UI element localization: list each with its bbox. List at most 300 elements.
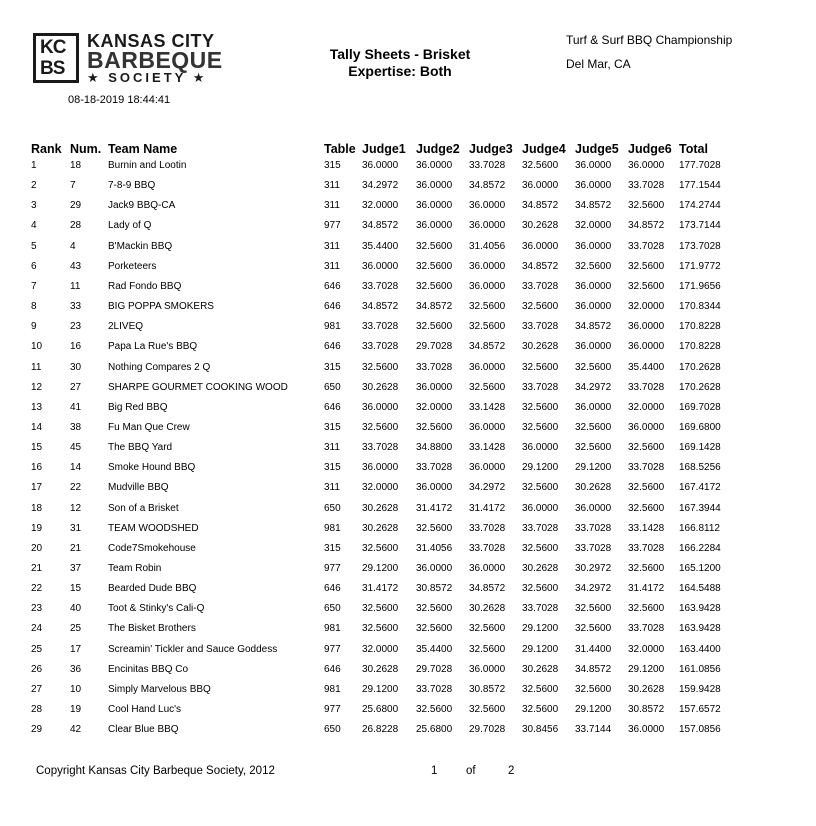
cell-judge3: 36.0000: [469, 280, 506, 292]
cell-judge5: 34.2972: [575, 381, 612, 393]
cell-team-name: Simply Marvelous BBQ: [108, 683, 211, 695]
header-judge5: Judge5: [575, 142, 619, 156]
cell-judge1: 30.2628: [362, 502, 399, 514]
cell-table: 977: [324, 220, 341, 232]
cell-num: 11: [70, 280, 81, 292]
cell-judge4: 32.5600: [522, 301, 559, 313]
cell-judge4: 36.0000: [522, 502, 559, 514]
cell-judge2: 34.8800: [416, 442, 453, 454]
cell-judge2: 34.8572: [416, 301, 453, 313]
cell-judge3: 32.5600: [469, 643, 506, 655]
cell-judge2: 36.0000: [416, 160, 453, 171]
cell-judge1: 34.8572: [362, 301, 399, 313]
cell-judge3: 31.4172: [469, 502, 506, 514]
cell-judge4: 32.5600: [522, 401, 559, 413]
cell-judge1: 30.2628: [362, 381, 399, 393]
cell-table: 977: [324, 563, 341, 574]
cell-table: 311: [324, 260, 340, 272]
cell-rank: 20: [31, 542, 43, 554]
cell-judge4: 29.1200: [522, 462, 559, 474]
cell-table: 311: [324, 442, 340, 454]
cell-judge5: 32.5600: [575, 361, 612, 373]
cell-team-name: Encinitas BBQ Co: [108, 663, 189, 675]
cell-judge1: 30.2628: [362, 663, 399, 675]
cell-team-name: Papa La Rue's BBQ: [108, 341, 198, 353]
cell-total: 171.9656: [679, 280, 721, 292]
cell-judge6: 36.0000: [628, 421, 665, 433]
header-rank: Rank: [31, 142, 62, 156]
cell-num: 10: [70, 683, 82, 695]
cell-judge4: 33.7028: [522, 603, 559, 615]
cell-judge6: 30.8572: [628, 704, 665, 716]
table-row: [0, 603, 816, 623]
table-row: [0, 341, 816, 361]
cell-judge2: 31.4172: [416, 502, 453, 514]
cell-judge4: 36.0000: [522, 442, 559, 454]
cell-total: 177.7028: [679, 160, 721, 171]
cell-judge6: 33.7028: [628, 240, 665, 252]
cell-judge5: 32.5600: [575, 260, 612, 272]
cell-team-name: 7-8-9 BBQ: [108, 180, 156, 192]
cell-judge4: 32.5600: [522, 683, 559, 695]
cell-judge5: 33.7028: [575, 522, 612, 534]
cell-team-name: B'Mackin BBQ: [108, 240, 173, 252]
cell-judge4: 30.8456: [522, 724, 559, 736]
cell-num: 7: [70, 180, 76, 192]
cell-judge3: 33.1428: [469, 442, 506, 454]
cell-team-name: Smoke Hound BBQ: [108, 462, 196, 474]
table-row: [0, 583, 816, 603]
cell-team-name: Code7Smokehouse: [108, 542, 196, 554]
logo-line3: ★ SOCIETY ★: [87, 70, 208, 85]
logo-box-top: KC: [40, 37, 66, 58]
cell-total: 169.6800: [679, 421, 721, 433]
cell-team-name: Rad Fondo BBQ: [108, 280, 182, 292]
cell-team-name: 2LIVEQ: [108, 321, 144, 333]
cell-judge2: 32.0000: [416, 401, 453, 413]
cell-judge1: 33.7028: [362, 321, 399, 333]
table-row: [0, 402, 816, 422]
cell-judge6: 30.2628: [628, 683, 665, 695]
cell-total: 164.5488: [679, 583, 721, 595]
header-team: Team Name: [108, 142, 178, 156]
cell-rank: 23: [31, 603, 43, 615]
cell-judge3: 32.5600: [469, 321, 506, 333]
cell-judge2: 32.5600: [416, 623, 453, 635]
cell-judge6: 32.5600: [628, 502, 665, 514]
cell-table: 315: [324, 542, 341, 554]
cell-judge3: 32.5600: [469, 381, 506, 393]
cell-judge6: 33.7028: [628, 381, 665, 393]
table-row: [0, 321, 816, 341]
cell-judge6: 32.5600: [628, 603, 665, 615]
cell-judge6: 33.7028: [628, 623, 665, 635]
cell-table: 981: [324, 683, 341, 695]
cell-judge1: 32.0000: [362, 482, 399, 494]
cell-num: 19: [70, 704, 82, 716]
cell-judge5: 36.0000: [575, 301, 612, 313]
cell-judge3: 34.8572: [469, 341, 506, 353]
cell-judge3: 36.0000: [469, 200, 506, 212]
cell-num: 29: [70, 200, 82, 212]
cell-judge2: 32.5600: [416, 240, 453, 252]
cell-total: 167.3944: [679, 502, 721, 514]
cell-table: 650: [324, 603, 341, 615]
cell-num: 12: [70, 502, 82, 514]
cell-num: 25: [70, 623, 82, 635]
cell-table: 646: [324, 280, 341, 292]
cell-judge6: 33.7028: [628, 542, 665, 554]
cell-total: 173.7028: [679, 240, 721, 252]
header-judge4: Judge4: [522, 142, 566, 156]
cell-judge6: 32.0000: [628, 643, 665, 655]
cell-judge4: 30.2628: [522, 563, 559, 574]
cell-judge3: 36.0000: [469, 663, 506, 675]
table-row: [0, 241, 816, 261]
cell-num: 17: [70, 643, 82, 655]
cell-judge2: 36.0000: [416, 180, 453, 192]
cell-rank: 26: [31, 663, 43, 675]
cell-rank: 21: [31, 563, 43, 574]
logo-box-bottom: BS: [40, 58, 65, 79]
cell-total: 177.1544: [679, 180, 721, 192]
cell-judge6: 36.0000: [628, 341, 665, 353]
cell-total: 171.9772: [679, 260, 721, 272]
cell-table: 311: [324, 482, 340, 494]
cell-table: 981: [324, 321, 341, 333]
cell-judge6: 32.0000: [628, 401, 665, 413]
cell-judge2: 36.0000: [416, 482, 453, 494]
cell-judge5: 32.5600: [575, 623, 612, 635]
cell-rank: 9: [31, 321, 37, 333]
cell-total: 157.0856: [679, 724, 721, 736]
table-row: [0, 462, 816, 482]
cell-table: 315: [324, 361, 341, 373]
logo-line2: BARBEQUE: [87, 47, 223, 73]
cell-judge3: 33.7028: [469, 160, 506, 171]
cell-judge1: 32.5600: [362, 542, 399, 554]
cell-team-name: Lady of Q: [108, 220, 152, 232]
cell-judge6: 35.4400: [628, 361, 665, 373]
cell-judge1: 31.4172: [362, 583, 399, 595]
cell-num: 33: [70, 301, 82, 313]
cell-judge4: 32.5600: [522, 542, 559, 554]
cell-table: 981: [324, 623, 341, 635]
cell-judge3: 33.7028: [469, 542, 506, 554]
cell-judge2: 36.0000: [416, 563, 453, 574]
cell-judge1: 35.4400: [362, 240, 399, 252]
cell-num: 37: [70, 563, 82, 574]
cell-total: 167.4172: [679, 482, 721, 494]
table-row: [0, 200, 816, 220]
cell-judge1: 33.7028: [362, 280, 399, 292]
cell-judge4: 32.5600: [522, 704, 559, 716]
cell-judge1: 32.5600: [362, 623, 399, 635]
cell-judge2: 25.6800: [416, 724, 453, 736]
cell-judge6: 32.5600: [628, 200, 665, 212]
cell-judge2: 35.4400: [416, 643, 453, 655]
cell-judge4: 33.7028: [522, 381, 559, 393]
cell-num: 40: [70, 603, 82, 615]
cell-judge2: 32.5600: [416, 522, 453, 534]
cell-judge1: 33.7028: [362, 341, 399, 353]
cell-team-name: Cool Hand Luc's: [108, 704, 182, 716]
cell-table: 646: [324, 301, 341, 313]
cell-rank: 28: [31, 704, 43, 716]
cell-judge5: 32.0000: [575, 220, 612, 232]
cell-team-name: Clear Blue BBQ: [108, 724, 179, 736]
cell-judge4: 29.1200: [522, 643, 559, 655]
footer-total-pages: 2: [508, 765, 515, 777]
cell-judge6: 36.0000: [628, 160, 665, 171]
cell-team-name: Jack9 BBQ-CA: [108, 200, 176, 212]
cell-judge5: 33.7144: [575, 724, 612, 736]
table-row: [0, 180, 816, 200]
logo-line1: KANSAS CITY: [87, 31, 215, 51]
cell-judge5: 36.0000: [575, 401, 612, 413]
cell-table: 315: [324, 462, 341, 474]
cell-judge4: 29.1200: [522, 623, 559, 635]
cell-judge4: 30.2628: [522, 341, 559, 353]
cell-total: 163.9428: [679, 603, 721, 615]
cell-judge1: 36.0000: [362, 401, 399, 413]
cell-table: 650: [324, 502, 341, 514]
table-row: [0, 704, 816, 724]
cell-table: 315: [324, 421, 341, 433]
cell-judge5: 29.1200: [575, 704, 612, 716]
cell-judge3: 30.8572: [469, 683, 506, 695]
cell-num: 16: [70, 341, 82, 353]
cell-judge6: 36.0000: [628, 724, 665, 736]
cell-num: 22: [70, 482, 82, 494]
cell-judge1: 32.0000: [362, 643, 399, 655]
cell-judge6: 31.4172: [628, 583, 665, 595]
cell-judge3: 36.0000: [469, 220, 506, 232]
cell-judge2: 32.5600: [416, 321, 453, 333]
cell-num: 31: [70, 522, 82, 534]
cell-judge6: 32.5600: [628, 563, 665, 574]
cell-judge6: 32.5600: [628, 260, 665, 272]
cell-judge4: 30.2628: [522, 663, 559, 675]
cell-num: 36: [70, 663, 82, 675]
table-row: [0, 623, 816, 643]
cell-judge2: 29.7028: [416, 341, 453, 353]
cell-judge3: 32.5600: [469, 623, 506, 635]
table-row: [0, 523, 816, 543]
cell-judge5: 33.7028: [575, 542, 612, 554]
cell-table: 646: [324, 401, 341, 413]
cell-num: 21: [70, 542, 82, 554]
cell-rank: 12: [31, 381, 43, 393]
cell-rank: 11: [31, 361, 42, 373]
cell-team-name: Screamin' Tickler and Sauce Goddess: [108, 643, 278, 655]
cell-judge2: 32.5600: [416, 704, 453, 716]
cell-judge2: 32.5600: [416, 603, 453, 615]
cell-judge1: 32.0000: [362, 200, 399, 212]
cell-judge4: 33.7028: [522, 280, 559, 292]
cell-total: 166.8112: [679, 522, 720, 534]
cell-judge2: 36.0000: [416, 220, 453, 232]
cell-judge2: 32.5600: [416, 260, 453, 272]
header-table: Table: [324, 142, 356, 156]
cell-judge1: 34.8572: [362, 220, 399, 232]
cell-judge6: 33.1428: [628, 522, 665, 534]
cell-team-name: Son of a Brisket: [108, 502, 179, 514]
cell-total: 169.1428: [679, 442, 721, 454]
cell-judge1: 36.0000: [362, 462, 399, 474]
cell-total: 170.8228: [679, 341, 721, 353]
kcbs-logo: [33, 33, 243, 87]
cell-judge4: 33.7028: [522, 522, 559, 534]
cell-judge5: 32.5600: [575, 421, 612, 433]
header-judge1: Judge1: [362, 142, 406, 156]
header-judge2: Judge2: [416, 142, 460, 156]
header-judge3: Judge3: [469, 142, 513, 156]
cell-rank: 24: [31, 623, 43, 635]
cell-table: 977: [324, 643, 341, 655]
cell-num: 38: [70, 421, 82, 433]
cell-rank: 19: [31, 522, 43, 534]
cell-total: 170.2628: [679, 361, 721, 373]
cell-total: 170.8228: [679, 321, 721, 333]
cell-total: 170.8344: [679, 301, 721, 313]
cell-num: 28: [70, 220, 82, 232]
cell-judge2: 30.8572: [416, 583, 453, 595]
cell-total: 174.2744: [679, 200, 721, 212]
cell-judge3: 34.8572: [469, 583, 506, 595]
cell-rank: 3: [31, 200, 37, 212]
footer-copyright: Copyright Kansas City Barbeque Society, 2012: [36, 765, 275, 777]
table-row: [0, 160, 816, 180]
cell-team-name: Nothing Compares 2 Q: [108, 361, 211, 373]
cell-rank: 7: [31, 280, 37, 292]
cell-rank: 29: [31, 724, 43, 736]
cell-total: 159.9428: [679, 683, 721, 695]
cell-judge5: 32.5600: [575, 603, 612, 615]
table-row: [0, 422, 816, 442]
header-num: Num.: [70, 142, 102, 156]
cell-judge2: 33.7028: [416, 361, 453, 373]
cell-judge3: 36.0000: [469, 421, 506, 433]
header-total: Total: [679, 142, 708, 156]
cell-table: 981: [324, 522, 341, 534]
cell-judge3: 33.1428: [469, 401, 506, 413]
cell-judge3: 30.2628: [469, 603, 506, 615]
report-title: Tally Sheets - Brisket: [329, 46, 471, 62]
cell-rank: 10: [31, 341, 43, 353]
table-row: [0, 220, 816, 240]
cell-judge3: 36.0000: [469, 260, 506, 272]
cell-judge1: 29.1200: [362, 683, 399, 695]
table-row: [0, 281, 816, 301]
cell-judge2: 32.5600: [416, 280, 453, 292]
cell-judge4: 34.8572: [522, 200, 559, 212]
cell-judge5: 36.0000: [575, 180, 612, 192]
cell-judge5: 36.0000: [575, 280, 612, 292]
event-location: Del Mar, CA: [566, 57, 631, 71]
cell-total: 170.2628: [679, 381, 721, 393]
cell-rank: 4: [31, 220, 37, 232]
cell-judge5: 36.0000: [575, 502, 612, 514]
cell-judge5: 36.0000: [575, 160, 612, 171]
cell-rank: 18: [31, 502, 43, 514]
cell-team-name: Porketeers: [108, 260, 157, 272]
cell-judge4: 30.2628: [522, 220, 559, 232]
cell-table: 650: [324, 381, 341, 393]
cell-rank: 6: [31, 260, 37, 272]
cell-total: 166.2284: [679, 542, 721, 554]
footer-page-number: 1: [431, 765, 438, 777]
header-judge6: Judge6: [628, 142, 672, 156]
cell-total: 163.9428: [679, 623, 721, 635]
cell-rank: 13: [31, 401, 43, 413]
table-row: [0, 724, 816, 744]
cell-judge2: 32.5600: [416, 421, 453, 433]
cell-judge5: 32.5600: [575, 442, 612, 454]
cell-table: 977: [324, 704, 341, 716]
cell-judge4: 32.5600: [522, 361, 559, 373]
cell-rank: 15: [31, 442, 43, 454]
cell-judge5: 34.2972: [575, 583, 612, 595]
cell-judge3: 34.2972: [469, 482, 506, 494]
cell-table: 311: [324, 200, 340, 212]
cell-judge5: 34.8572: [575, 321, 612, 333]
cell-table: 646: [324, 583, 341, 595]
cell-judge1: 30.2628: [362, 522, 399, 534]
cell-num: 30: [70, 361, 82, 373]
cell-team-name: BIG POPPA SMOKERS: [108, 301, 214, 313]
cell-rank: 27: [31, 683, 43, 695]
table-row: [0, 503, 816, 523]
cell-table: 311: [324, 240, 340, 252]
cell-rank: 22: [31, 583, 43, 595]
table-row: [0, 362, 816, 382]
cell-judge1: 32.5600: [362, 603, 399, 615]
cell-num: 15: [70, 583, 82, 595]
cell-rank: 14: [31, 421, 43, 433]
table-row: [0, 684, 816, 704]
cell-judge1: 25.6800: [362, 704, 399, 716]
cell-judge2: 33.7028: [416, 683, 453, 695]
cell-team-name: Burnin and Lootin: [108, 160, 187, 171]
cell-judge2: 33.7028: [416, 462, 453, 474]
report-subtitle: Expertise: Both: [348, 63, 452, 79]
cell-total: 157.6572: [679, 704, 721, 716]
cell-judge1: 26.8228: [362, 724, 399, 736]
cell-judge5: 31.4400: [575, 643, 612, 655]
cell-judge4: 36.0000: [522, 180, 559, 192]
cell-num: 41: [70, 401, 82, 413]
cell-judge3: 29.7028: [469, 724, 506, 736]
cell-judge5: 34.8572: [575, 663, 612, 675]
table-row: [0, 563, 816, 583]
cell-judge1: 34.2972: [362, 180, 399, 192]
cell-num: 45: [70, 442, 82, 454]
cell-judge3: 36.0000: [469, 563, 506, 574]
table-row: [0, 482, 816, 502]
cell-judge5: 32.5600: [575, 683, 612, 695]
cell-judge6: 29.1200: [628, 663, 665, 675]
cell-judge3: 32.5600: [469, 704, 506, 716]
cell-judge6: 32.5600: [628, 280, 665, 292]
cell-judge5: 30.2972: [575, 563, 612, 574]
table-row: [0, 644, 816, 664]
cell-team-name: The Bisket Brothers: [108, 623, 196, 635]
cell-judge6: 32.0000: [628, 301, 665, 313]
cell-table: 315: [324, 160, 341, 171]
footer-page-of: of: [466, 765, 476, 777]
cell-num: 27: [70, 381, 82, 393]
